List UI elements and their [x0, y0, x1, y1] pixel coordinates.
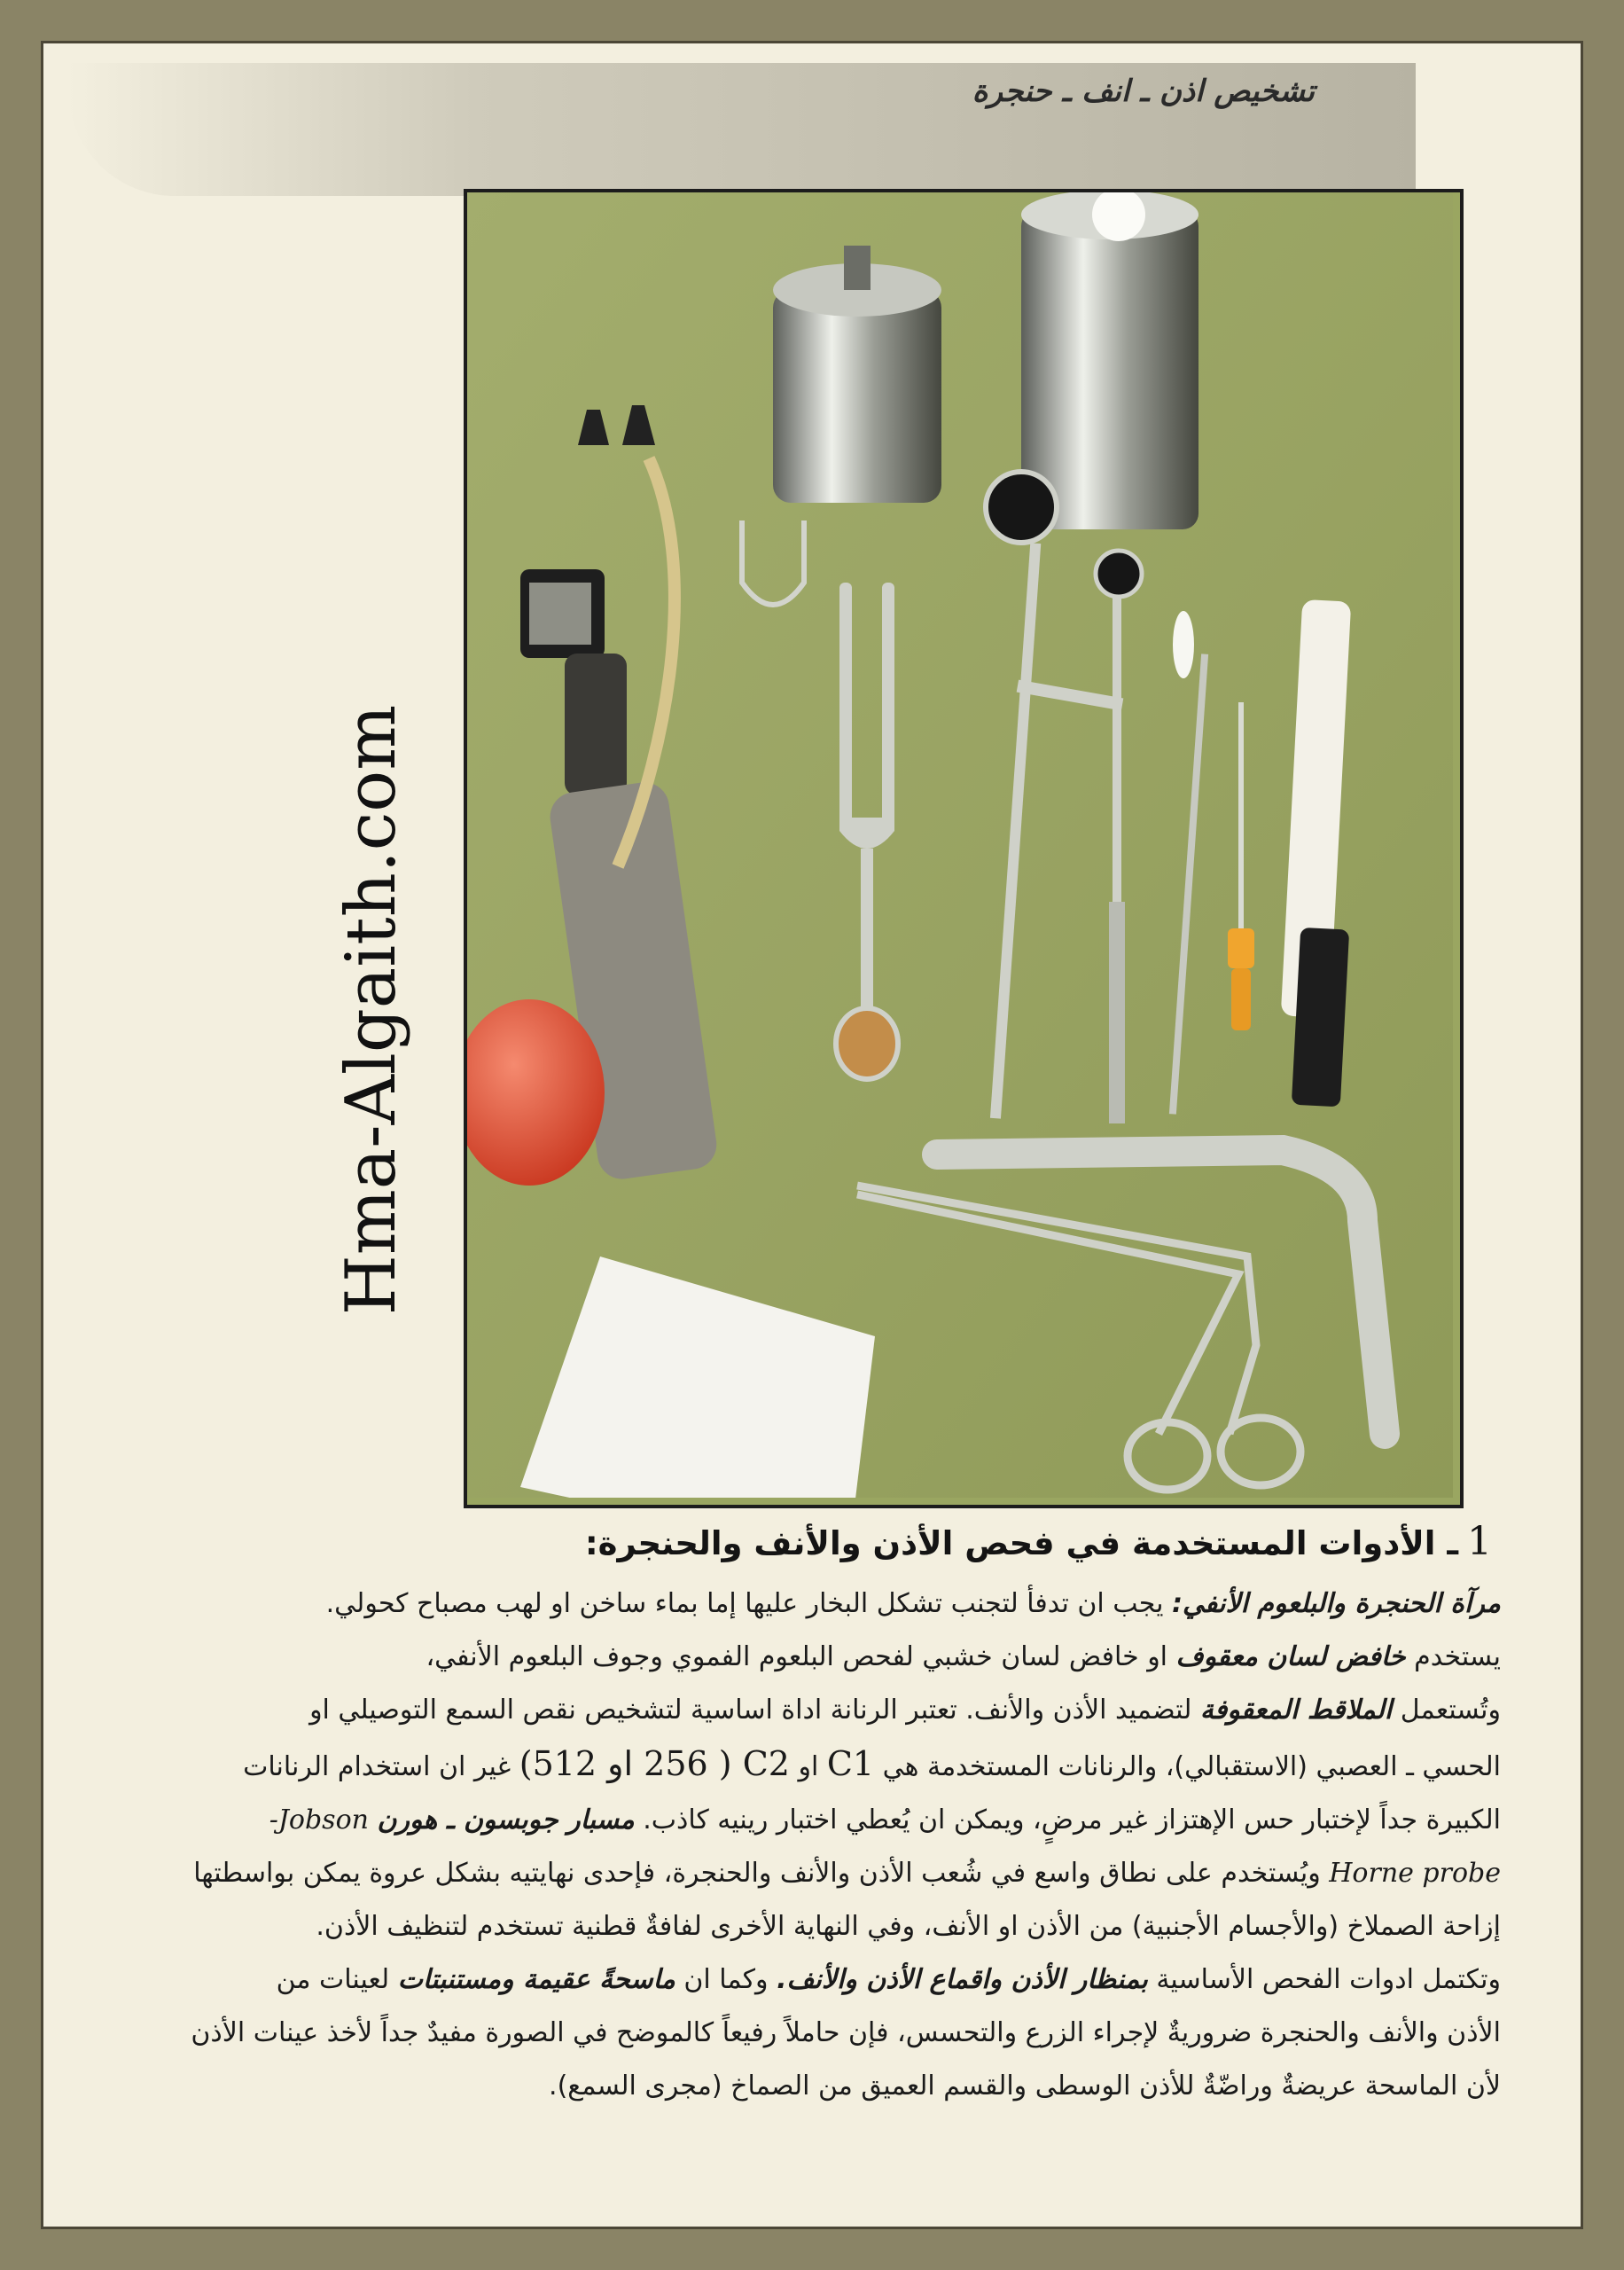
figure-caption — [585, 1519, 1492, 1564]
body-line: الأذن والأنف والحنجرة ضروريةٌ لإجراء الزرع والتحسس، فإن حاملاً رفيعاً كالموضح في الصورة مفيدٌ جداً لأخذ عينات الأذن — [191, 2017, 1501, 2048]
body-line: إزاحة الصملاخ (والأجسام الأجنبية) من الأذن او الأنف، وفي النهاية الأخرى لفافةٌ قطنية تستخدم لتنظيف الأذن. — [316, 1911, 1501, 1942]
body-line — [97, 1737, 1501, 1794]
text-run: لعينات من — [276, 1964, 398, 1995]
text-run: غير ان استخدام الرنانات — [243, 1751, 519, 1782]
text-run: وكما ان — [675, 1964, 777, 1995]
instruments-photo — [464, 189, 1464, 1508]
watermark: Hma-Algaith.com — [332, 704, 411, 1316]
book-page — [41, 41, 1583, 2229]
body-line — [97, 1847, 1501, 1900]
tuning-fork-c1: C1 — [826, 1744, 875, 1783]
body-line — [97, 1794, 1501, 1847]
text-run: وتُستعمل — [1392, 1695, 1501, 1726]
text-run: او خافض لسان خشبي لفحص البلعوم الفموي وجوف البلعوم الأنفي، — [426, 1641, 1176, 1672]
text-run: وتكتمل ادوات الفحص الأساسية — [1147, 1964, 1501, 1995]
running-header: تشخيص اذن ـ انف ـ حنجرة — [972, 74, 1315, 109]
term-sterile-swab: ماسحةً عقيمة ومستنبتات — [397, 1964, 675, 1995]
small-steel-jar-icon — [773, 246, 941, 503]
text-run: الكبيرة جداً لإختبار حس الإهتزاز غير مرضٍ، ويمكن ان يُعطي اختبار رينيه كاذب. — [634, 1804, 1501, 1836]
term-jobson-horne: مسبار جوبسون ـ هورن — [377, 1804, 635, 1836]
tuning-fork-c2: C2 — [742, 1744, 790, 1783]
latin-term: Horne probe — [1329, 1858, 1501, 1889]
body-line — [97, 1684, 1501, 1737]
figure-caption-text: ـ الأدوات المستخدمة في فحص الأذن والأنف والحنجرة: — [584, 1524, 1458, 1562]
text-run: يستخدم — [1405, 1641, 1501, 1672]
text-run: يجب ان تدفأ لتجنب تشكل البخار عليها إما بماء ساخن او لهب مصباح كحولي. — [325, 1588, 1172, 1619]
body-line: لأن الماسحة عريضةٌ وراضّةٌ للأذن الوسطى والقسم العميق من الصماخ (مجرى السمع). — [549, 2070, 1501, 2102]
text-run: ويُستخدم على نطاق واسع في شُعب الأذن والأنف والحنجرة، فإحدى نهايتيه بشكل عروة يمكن بواسطتها — [193, 1858, 1330, 1889]
body-line — [97, 1577, 1501, 1631]
term-forceps: الملاقط المعقوفة — [1199, 1695, 1393, 1726]
body-paragraph — [97, 1577, 1501, 2113]
body-line — [97, 1953, 1501, 2007]
text-run: الحسي ـ العصبي (الاستقبالي)، والرنانات المستخدمة هي — [874, 1751, 1501, 1782]
body-line — [97, 1631, 1501, 1684]
large-steel-jar-icon — [1021, 192, 1198, 529]
latin-term: Jobson- — [269, 1804, 369, 1836]
tuning-fork-frequencies: ( 256 او 512) — [519, 1744, 743, 1783]
text-run: لتضميد الأذن والأنف. تعتبر الرنانة اداة اساسية لتشخيص نقص السمع التوصيلي او — [309, 1695, 1200, 1726]
figure-number: 1 — [1467, 1519, 1492, 1564]
term-angled-depressor: خافض لسان معقوف — [1175, 1641, 1406, 1672]
instruments-illustration — [467, 192, 1453, 1498]
term-otoscope: بمنظار الأذن واقماع الأذن والأنف. — [777, 1964, 1148, 1995]
term-laryngeal-mirror: مرآة الحنجرة والبلعوم الأنفي: — [1171, 1588, 1501, 1619]
text-run: او — [789, 1751, 827, 1782]
